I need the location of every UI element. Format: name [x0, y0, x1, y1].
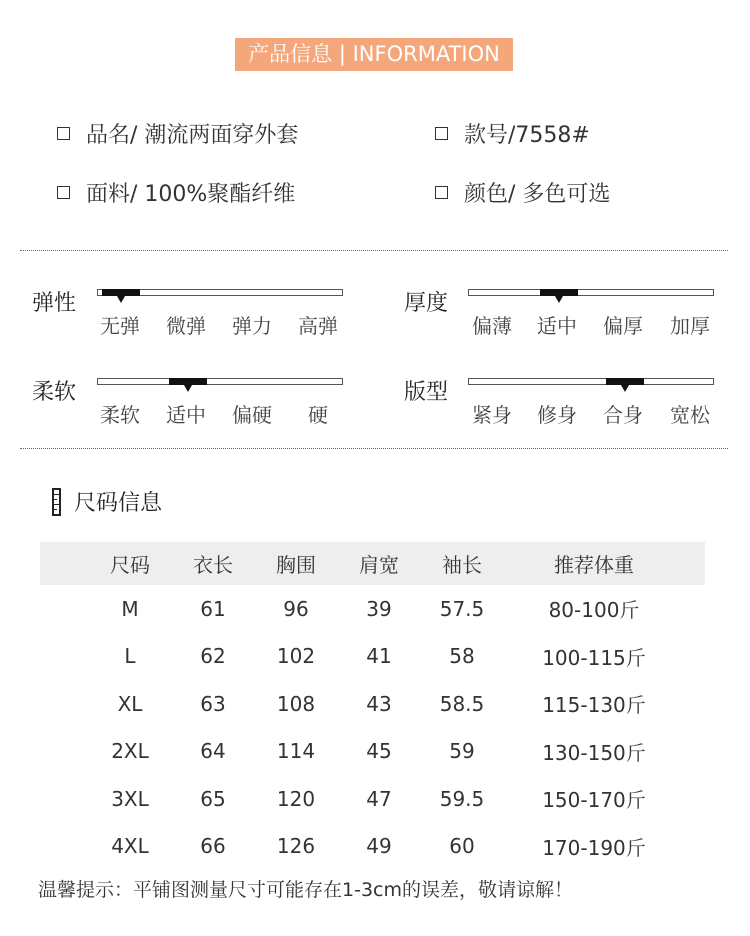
table-cell: 115-130斤 [542, 693, 646, 718]
table-cell: 120 [276, 786, 316, 811]
elasticity-marker [102, 289, 140, 296]
thickness-option: 加厚 [670, 314, 710, 338]
table-cell: M [121, 596, 139, 621]
elasticity-option: 微弹 [166, 314, 206, 338]
thickness-option: 偏薄 [472, 314, 512, 338]
table-row [40, 680, 705, 728]
elasticity-option: 高弹 [298, 314, 338, 338]
thickness-option: 偏厚 [603, 314, 643, 338]
table-cell: 80-100斤 [548, 598, 640, 623]
table-row [40, 633, 705, 681]
divider [20, 448, 728, 449]
checkbox-icon [435, 186, 448, 199]
info-item-style-no [435, 118, 590, 149]
table-cell: XL [117, 691, 143, 716]
table-cell: 49 [366, 834, 392, 859]
table-cell: 3XL [111, 786, 149, 811]
size-table [40, 542, 705, 870]
size-section-header [52, 486, 162, 517]
table-header-cell: 袖长 [442, 553, 482, 577]
checkbox-icon [57, 186, 70, 199]
table-header-cell: 衣长 [193, 553, 233, 577]
table-cell: 4XL [111, 834, 149, 859]
table-cell: L [124, 644, 136, 669]
thickness-scale [468, 289, 714, 296]
thickness-option: 适中 [537, 314, 577, 338]
table-cell: 108 [276, 691, 316, 716]
ruler-icon [52, 488, 61, 516]
table-cell: 59 [449, 739, 475, 764]
info-fabric-text: 面料/ 100%聚酯纤维 [86, 182, 296, 207]
attr-label-elasticity: 弹性 [32, 291, 77, 316]
thickness-marker [540, 289, 578, 296]
table-cell: 47 [366, 786, 392, 811]
table-row [40, 823, 705, 871]
table-cell: 64 [200, 739, 226, 764]
fit-option: 宽松 [670, 403, 710, 427]
fit-marker [606, 378, 644, 385]
softness-option: 适中 [166, 403, 206, 427]
table-cell: 63 [200, 691, 226, 716]
table-cell: 62 [200, 644, 226, 669]
table-cell: 100-115斤 [542, 645, 646, 670]
footnote: 温馨提示：平铺图测量尺寸可能存在1-3cm的误差，敬请谅解！ [38, 879, 573, 901]
table-cell: 66 [200, 834, 226, 859]
table-cell: 96 [283, 596, 309, 621]
table-body [40, 585, 705, 870]
divider [20, 250, 728, 251]
attr-label-fit: 版型 [404, 380, 449, 405]
table-cell: 43 [366, 691, 392, 716]
fit-option: 合身 [603, 403, 643, 427]
table-cell: 59.5 [439, 786, 485, 811]
table-cell: 2XL [111, 739, 149, 764]
attr-label-thickness: 厚度 [404, 291, 449, 316]
table-row [40, 775, 705, 823]
table-cell: 170-190斤 [542, 835, 646, 860]
table-header-cell: 胸围 [276, 553, 316, 577]
table-cell: 58.5 [439, 691, 485, 716]
elasticity-option: 弹力 [232, 314, 272, 338]
table-cell: 130-150斤 [542, 740, 646, 765]
table-cell: 41 [366, 644, 392, 669]
table-cell: 114 [276, 739, 316, 764]
checkbox-icon [57, 127, 70, 140]
table-cell: 126 [276, 834, 316, 859]
section-title: 产品信息 | INFORMATION [248, 42, 500, 66]
table-row [40, 585, 705, 633]
softness-option: 柔软 [100, 403, 140, 427]
section-title-badge [235, 38, 513, 71]
table-cell: 57.5 [439, 596, 485, 621]
info-name-text: 品名/ 潮流两面穿外套 [86, 123, 299, 148]
table-cell: 58 [449, 644, 475, 669]
fit-scale [468, 378, 714, 385]
checkbox-icon [435, 127, 448, 140]
fit-option: 修身 [537, 403, 577, 427]
info-item-fabric [57, 177, 295, 208]
elasticity-option: 无弹 [100, 314, 140, 338]
info-item-color [435, 177, 610, 208]
elasticity-scale [97, 289, 343, 296]
table-header-row [40, 542, 705, 585]
table-cell: 65 [200, 786, 226, 811]
info-style-no-text: 款号/7558# [464, 123, 590, 148]
table-cell: 45 [366, 739, 392, 764]
table-row [40, 728, 705, 776]
table-cell: 150-170斤 [542, 788, 646, 813]
attr-label-softness: 柔软 [32, 380, 77, 405]
softness-scale [97, 378, 343, 385]
softness-marker [169, 378, 207, 385]
table-cell: 60 [449, 834, 475, 859]
info-item-name [57, 118, 298, 149]
fit-option: 紧身 [472, 403, 512, 427]
softness-option: 硬 [308, 403, 328, 427]
softness-option: 偏硬 [232, 403, 272, 427]
table-cell: 39 [366, 596, 392, 621]
table-header-cell: 推荐体重 [554, 553, 634, 577]
info-color-text: 颜色/ 多色可选 [464, 182, 611, 207]
table-cell: 102 [276, 644, 316, 669]
table-cell: 61 [200, 596, 226, 621]
table-header-cell: 肩宽 [359, 553, 399, 577]
table-header-cell: 尺码 [110, 553, 150, 577]
size-section-title: 尺码信息 [74, 491, 163, 516]
